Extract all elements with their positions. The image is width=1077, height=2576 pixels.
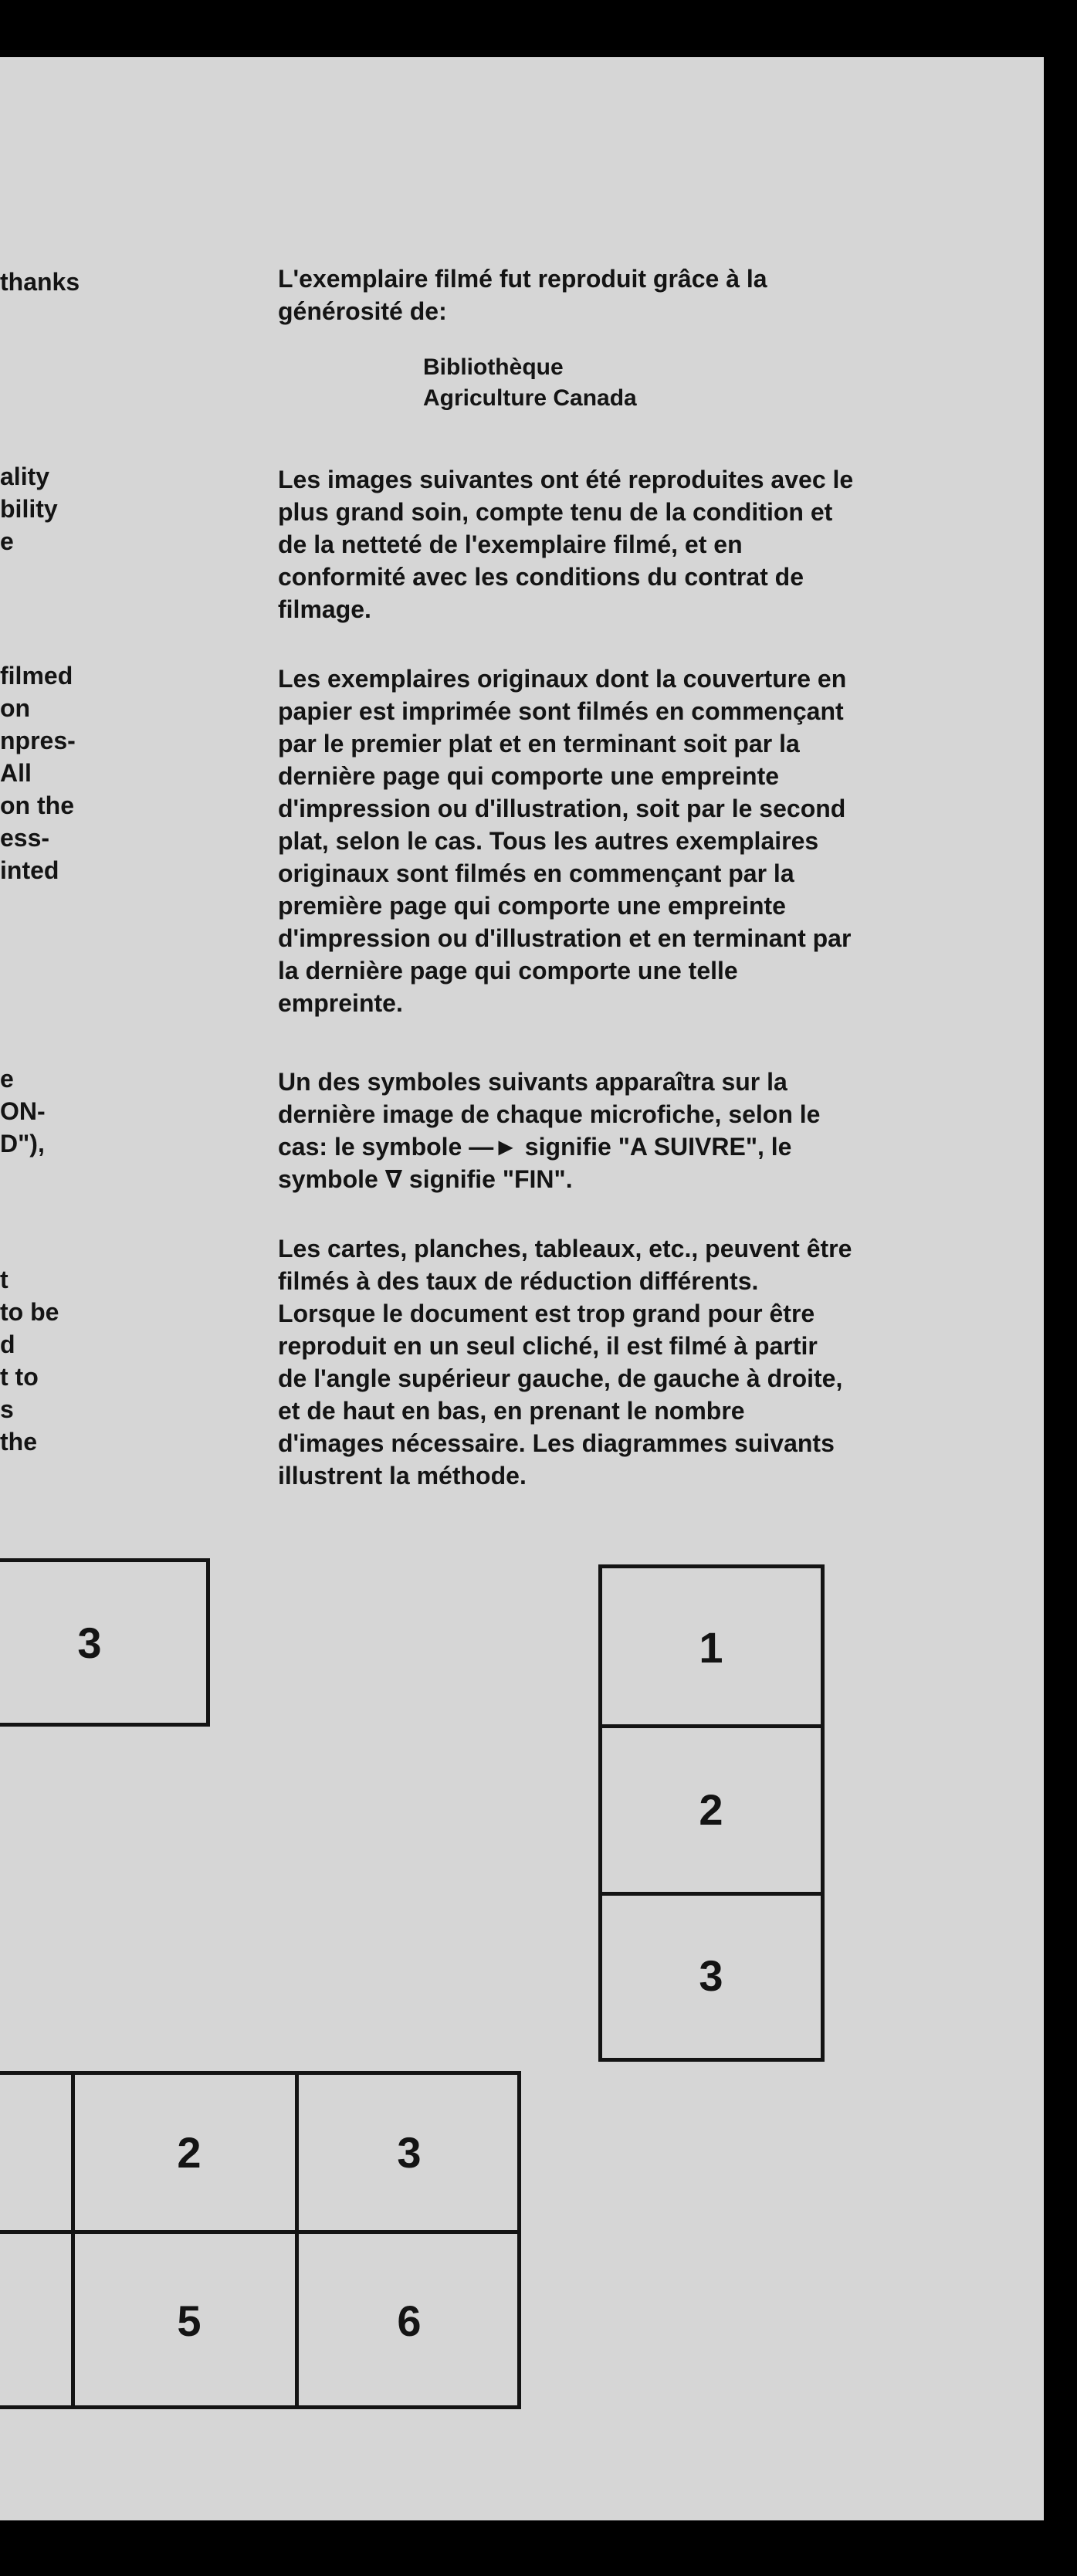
paragraph-line: empreinte.: [278, 989, 403, 1017]
paragraph-reproduction: [278, 463, 1004, 625]
paragraph-line: dernière page qui comporte une empreinte: [278, 762, 780, 790]
paragraph-line: par le premier plat et en terminant soit par la: [278, 730, 800, 758]
diagram-divider: [598, 1724, 825, 1728]
left-fragment: d: [0, 1330, 15, 1358]
paragraph-line: Un des symboles suivants apparaîtra sur la: [278, 1068, 787, 1096]
paragraph-line: conformité avec les conditions du contrat de: [278, 563, 804, 591]
paragraph-line: cas: le symbole ―► signifie "A SUIVRE", le: [278, 1133, 792, 1161]
intro-line: L'exemplaire filmé fut reproduit grâce à la: [278, 265, 767, 293]
diagram-divider: [295, 2071, 299, 2409]
paragraph-line: Lorsque le document est trop grand pour être: [278, 1300, 815, 1327]
diagram-cell-number: 2: [177, 2128, 202, 2177]
left-fragment: s: [0, 1395, 14, 1423]
diagram-cell-number: 3: [699, 1951, 723, 2000]
left-fragment: bility: [0, 495, 58, 523]
paragraph-line: plat, selon le cas. Tous les autres exemplaires: [278, 827, 819, 855]
paragraph-line: première page qui comporte une empreinte: [278, 892, 786, 920]
diagram-cell-number: 2: [699, 1785, 723, 1834]
library-line: Bibliothèque: [423, 354, 564, 380]
diagram-divider: [0, 2230, 521, 2234]
paragraph-line: reproduit en un seul cliché, il est filmé à partir: [278, 1332, 818, 1360]
diagram-cell-number: 5: [177, 2296, 202, 2345]
paragraph-line: papier est imprimée sont filmés en commençant: [278, 697, 844, 725]
intro-line: générosité de:: [278, 297, 447, 325]
left-fragment: All: [0, 759, 32, 787]
left-fragment: e: [0, 527, 14, 555]
diagram-grid-frame: [0, 2071, 521, 2409]
paragraph-line: de la netteté de l'exemplaire filmé, et en: [278, 530, 743, 558]
paragraph-line: originaux sont filmés en commençant par la: [278, 859, 794, 887]
paragraph-maps: [278, 1232, 1004, 1492]
paragraph-line: d'impression ou d'illustration, soit par le second: [278, 795, 846, 822]
diagram-cell-number: 3: [77, 1618, 102, 1667]
paragraph-line: Les exemplaires originaux dont la couverture en: [278, 665, 847, 693]
left-fragment: thanks: [0, 268, 80, 296]
left-fragment: D"),: [0, 1130, 45, 1158]
paragraph-symbols: [278, 1066, 1004, 1195]
paragraph-line: symbole ∇ signifie "FIN".: [278, 1165, 573, 1193]
diagram-divider: [71, 2071, 75, 2409]
paragraph-line: filmage.: [278, 595, 371, 623]
left-fragment: e: [0, 1065, 14, 1093]
paragraph-line: Les images suivantes ont été reproduites avec le: [278, 466, 854, 493]
diagram-divider: [598, 1892, 825, 1896]
paragraph-line: illustrent la méthode.: [278, 1462, 527, 1490]
scan-border: [1044, 0, 1077, 2576]
diagram-row-cell: [0, 1558, 210, 1727]
library-line: Agriculture Canada: [423, 385, 637, 411]
microfiche-page: [0, 57, 1044, 2520]
paragraph-originals: [278, 663, 1004, 1019]
diagram-cell-number: 3: [397, 2128, 422, 2177]
paragraph-line: et de haut en bas, en prenant le nombre: [278, 1397, 745, 1425]
left-fragment: ality: [0, 463, 50, 490]
paragraph-line: la dernière page qui comporte une telle: [278, 957, 738, 985]
paragraph-line: plus grand soin, compte tenu de la condition et: [278, 498, 833, 526]
left-fragment: on the: [0, 791, 74, 819]
paragraph-line: d'images nécessaire. Les diagrammes suivants: [278, 1429, 835, 1457]
left-fragment: ON-: [0, 1097, 46, 1125]
left-fragment: ess-: [0, 824, 50, 852]
paragraph-line: d'impression ou d'illustration et en terminant par: [278, 924, 852, 952]
paragraph-line: Les cartes, planches, tableaux, etc., peuvent être: [278, 1235, 852, 1263]
diagram-cell-number: 6: [397, 2296, 422, 2345]
left-fragment: npres-: [0, 727, 76, 754]
paragraph-line: filmés à des taux de réduction différents.: [278, 1267, 759, 1295]
diagram-cell-number: 1: [699, 1623, 723, 1672]
left-fragment: on: [0, 694, 31, 722]
paragraph-line: de l'angle supérieur gauche, de gauche à droite,: [278, 1364, 843, 1392]
left-fragment: filmed: [0, 662, 73, 690]
library-name: [423, 352, 637, 414]
left-fragment: to be: [0, 1298, 59, 1326]
left-fragment: inted: [0, 856, 59, 884]
paragraph-line: dernière image de chaque microfiche, selon le: [278, 1100, 821, 1128]
left-fragment: the: [0, 1428, 37, 1456]
left-fragment: t to: [0, 1363, 39, 1391]
intro-paragraph: [278, 263, 1004, 327]
left-fragment: t: [0, 1266, 8, 1293]
